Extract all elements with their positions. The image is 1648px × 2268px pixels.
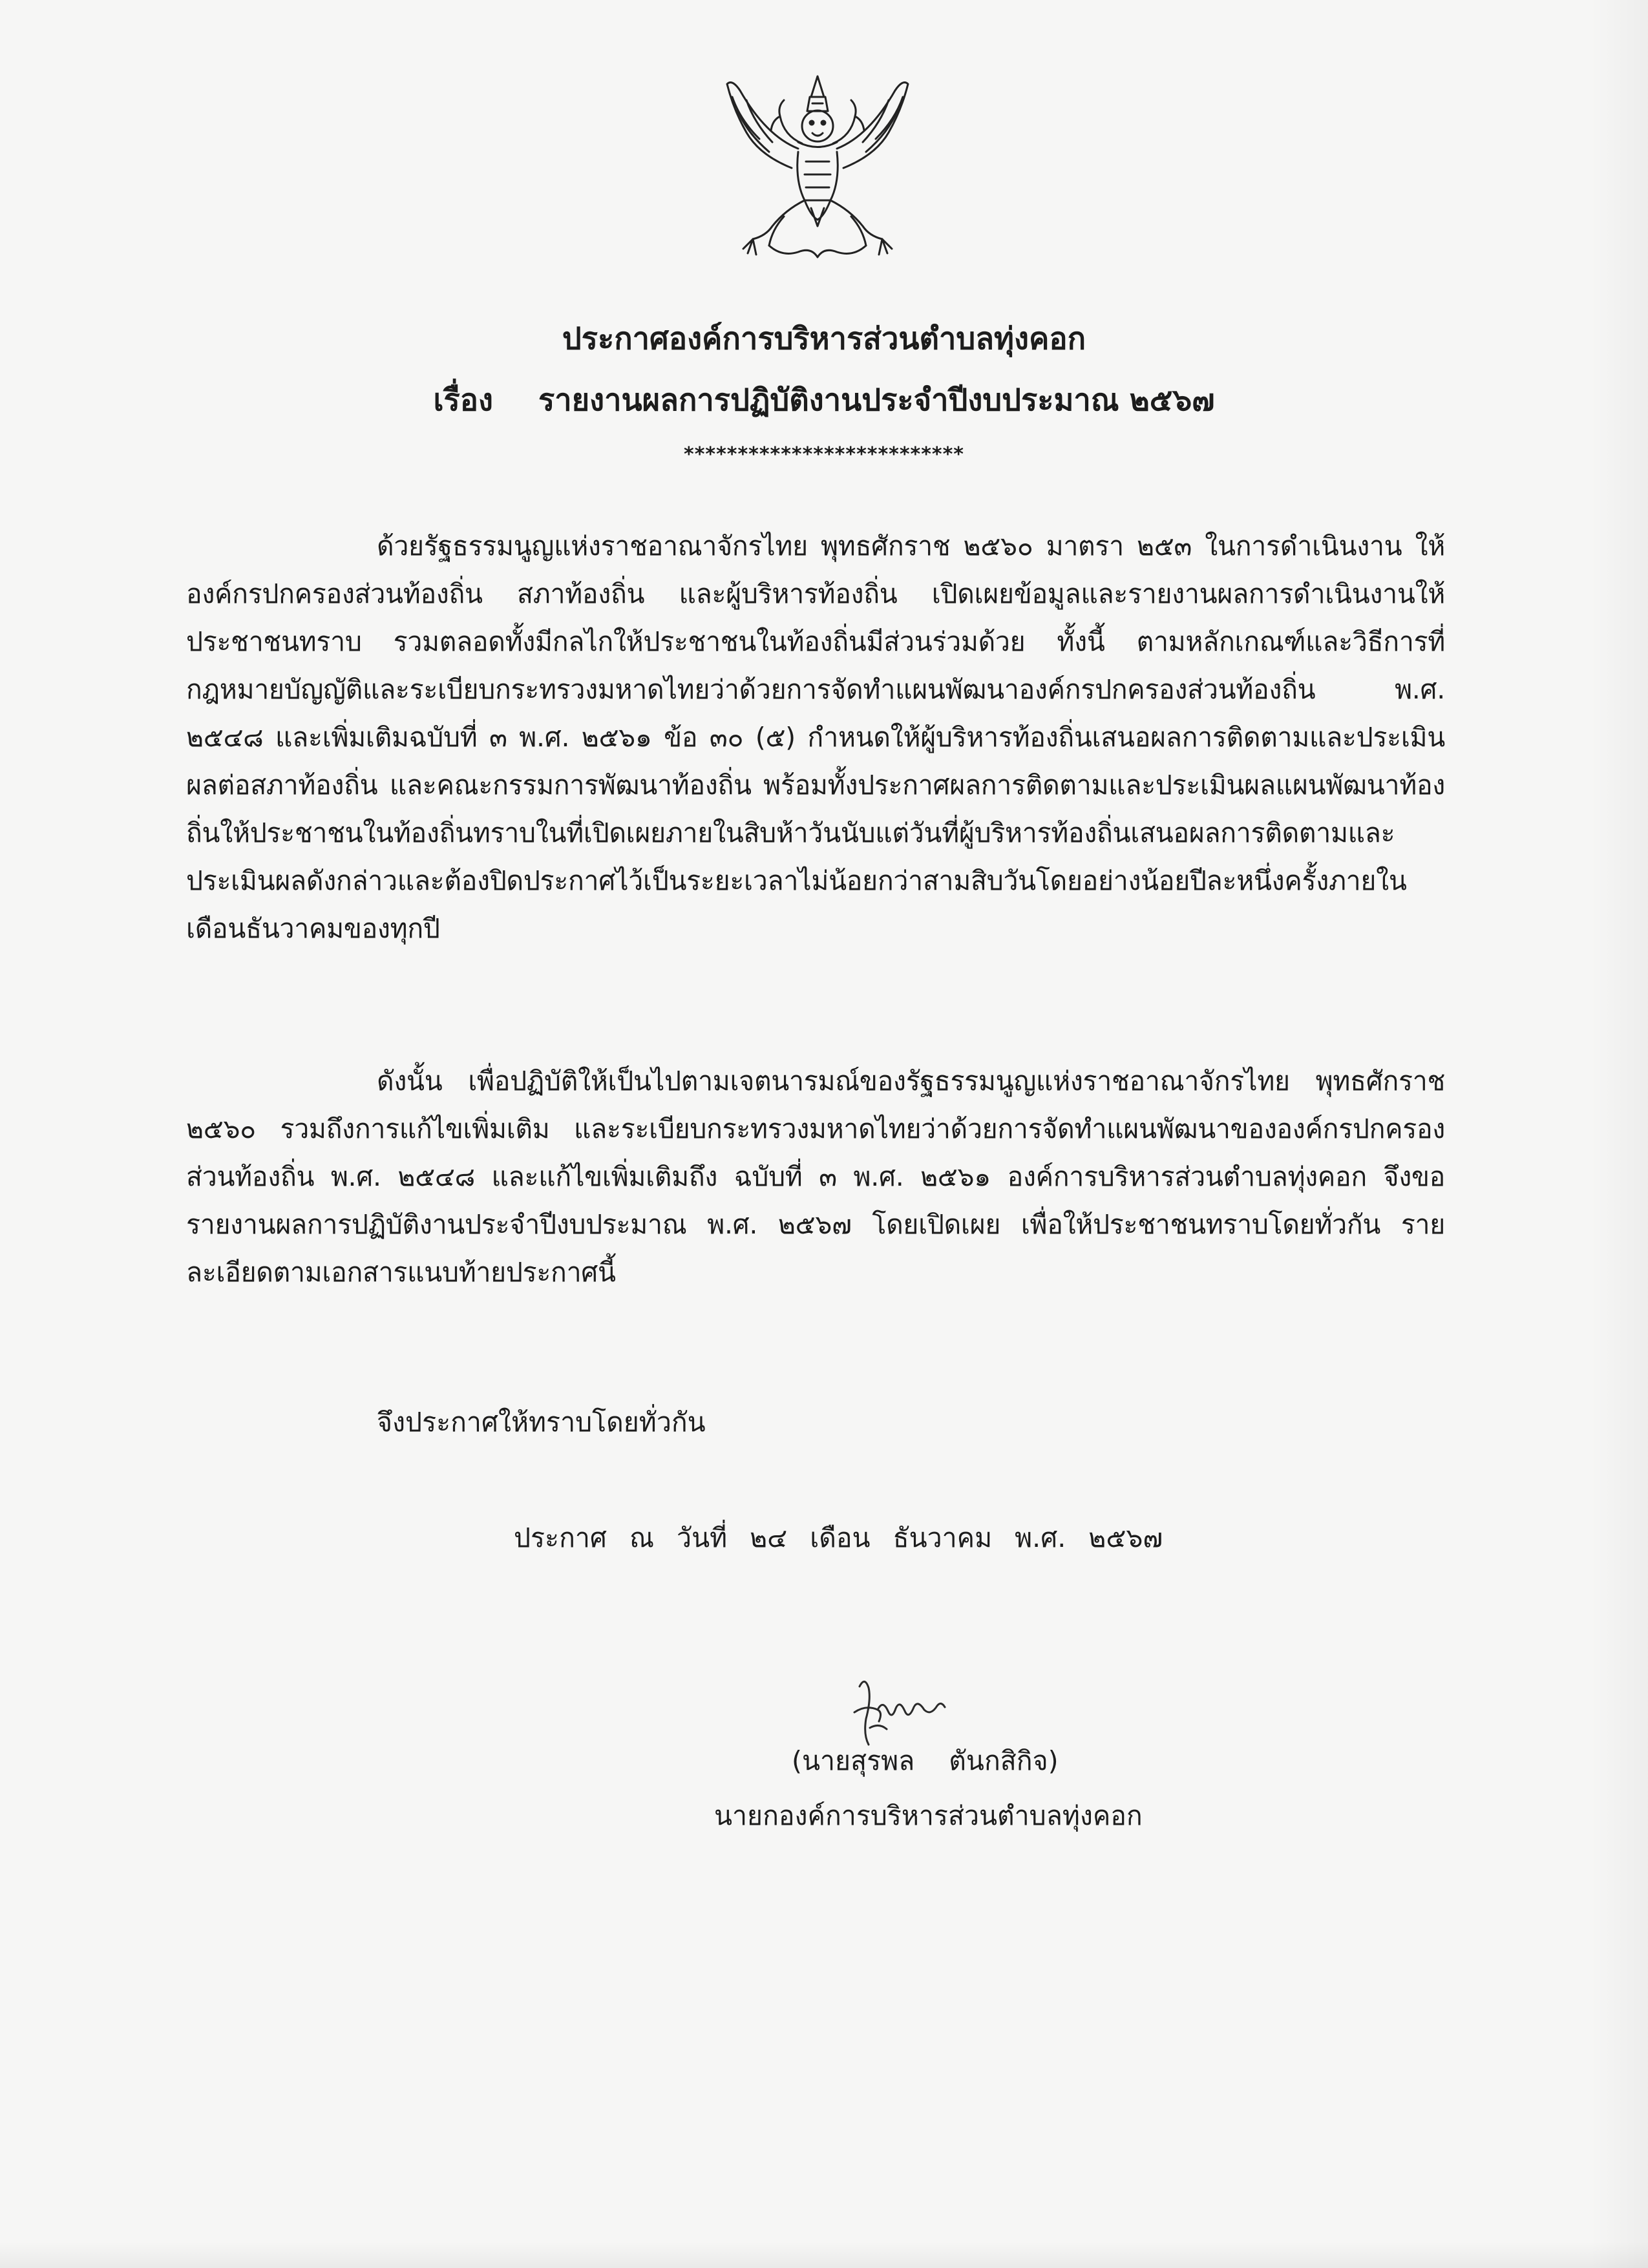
announcement-date: ประกาศ ณ วันที่ ๒๔ เดือน ธันวาคม พ.ศ. ๒๕๖๗ (514, 1522, 1163, 1553)
body-paragraph-2: ดังนั้น เพื่อปฏิบัติให้เป็นไปตามเจตนารมณ์ของรัฐธรรมนูญแห่งราชอาณาจักรไทย พุทธศักราช ๒๕๖๐ รวมถึงการแก้ไขเพิ่มเติม และระเบียบกระทรวงมหาดไทยว่าด้วยการจัดทำแผนพัฒนาขององค์กรปกครองส่วนท้องถิ่น พ.ศ. ๒๕๔๘ และแก้ไขเพิ่มเติมถึง ฉบับที่ ๓ พ.ศ. ๒๕๖๑ องค์การบริหารส่วนตำบลทุ่งคอก จึงขอรายงานผลการปฏิบัติงานประจำปีงบประมาณ พ.ศ. ๒๕๖๗ โดยเปิดเผย เพื่อให้ประชาชนทราบโดยทั่วกัน รายละเอียดตามเอกสารแนบท้ายประกาศนี้ (186, 1066, 1445, 1288)
document-subject (0, 381, 1648, 420)
subject-label: เรื่อง (433, 383, 493, 418)
body-paragraph-1: ด้วยรัฐธรรมนูญแห่งราชอาณาจักรไทย พุทธศักราช ๒๕๖๐ มาตรา ๒๕๓ ในการดำเนินงาน ให้องค์กรปกครองส่วนท้องถิ่น สภาท้องถิ่น และผู้บริหารท้องถิ่น เปิดเผยข้อมูลและรายงานผลการดำเนินงานให้ประชาชนทราบ รวมตลอดทั้งมีกลไกให้ประชาชนในท้องถิ่นมีส่วนร่วมด้วย ทั้งนี้ ตามหลักเกณฑ์และวิธีการที่กฎหมายบัญญัติและระเบียบกระทรวงมหาดไทยว่าด้วยการจัดทำแผนพัฒนาองค์กรปกครองส่วนท้องถิ่น พ.ศ. ๒๕๔๘ และเพิ่มเติมฉบับที่ ๓ พ.ศ. ๒๕๖๑ ข้อ ๓๐ (๕) กำหนดให้ผู้บริหารท้องถิ่นเสนอผลการติดตามและประเมินผลต่อสภาท้องถิ่น และคณะกรรมการพัฒนาท้องถิ่น พร้อมทั้งประกาศผลการติดตามและประเมินผลแผนพัฒนาท้องถิ่นให้ประชาชนในท้องถิ่นทราบในที่เปิดเผยภายในสิบห้าวันนับแต่วันที่ผู้บริหารท้องถิ่นเสนอผลการติดตามและประเมินผลดังกล่าวและต้องปิดประกาศไว้เป็นระยะเวลาไม่น้อยกว่าสามสิบวันโดยอย่างน้อยปีละหนึ่งครั้งภายในเดือนธันวาคมของทุกปี (186, 530, 1445, 944)
closing-statement: จึงประกาศให้ทราบโดยทั่วกัน (377, 1407, 706, 1438)
separator-line: ************************** (684, 443, 964, 466)
scan-shadow-bottom (0, 2242, 1648, 2268)
signer-position: นายกองค์การบริหารส่วนตำบลทุ่งคอก (714, 1800, 1143, 1831)
garuda-emblem-icon (708, 71, 927, 265)
document-header: ประกาศองค์การบริหารส่วนตำบลทุ่งคอก (562, 321, 1086, 357)
signer-name: (นายสุรพล ตันกสิกิจ) (792, 1745, 1059, 1776)
subject-text: รายงานผลการปฏิบัติงานประจำปีงบประมาณ ๒๕๖๗ (538, 383, 1215, 418)
